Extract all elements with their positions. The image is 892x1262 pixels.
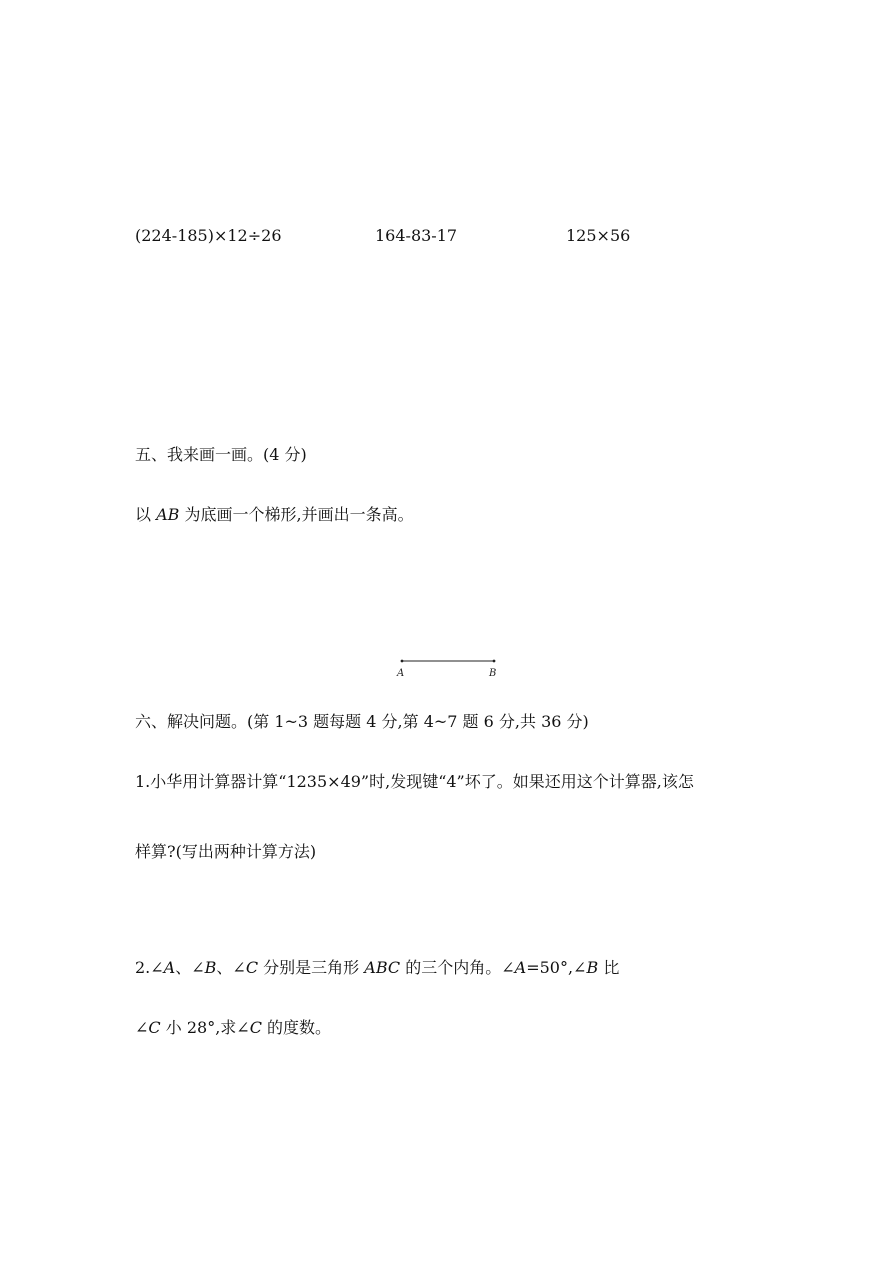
point-b-label: B	[489, 668, 497, 679]
q2-text: 小 28°,求∠	[160, 1018, 250, 1037]
q2-text: ∠	[135, 1018, 149, 1037]
expression-1: (224-185)×12÷26	[135, 226, 282, 245]
question-1-line-1: 1.小华用计算器计算“1235×49”时,发现键“4”坏了。如果还用这个计算器,该怎	[135, 772, 694, 791]
task-var-ab: AB	[156, 505, 180, 524]
q2-var: B	[586, 958, 599, 977]
q2-text: 、∠	[175, 958, 205, 977]
expression-3: 125×56	[566, 226, 631, 245]
q2-var: A	[163, 958, 176, 977]
point-a-label: A	[397, 668, 405, 679]
task-prefix: 以	[135, 505, 157, 524]
section-5-title: 五、我来画一画。(4 分)	[135, 445, 307, 464]
point-b-dot	[493, 660, 496, 663]
q2-text: 2.∠	[135, 958, 164, 977]
task-suffix: 为底画一个梯形,并画出一条高。	[179, 505, 414, 524]
section-5-task	[135, 505, 414, 525]
question-1-line-2: 样算?(写出两种计算方法)	[135, 842, 317, 861]
q2-text: 分别是三角形	[258, 958, 365, 977]
q2-text: 的三个内角。∠	[400, 958, 515, 977]
point-a-dot	[401, 660, 404, 663]
question-2-line-1	[135, 958, 619, 978]
q2-var: B	[204, 958, 217, 977]
question-2-line-2	[135, 1018, 331, 1038]
q2-text: 的度数。	[261, 1018, 332, 1037]
q2-var: A	[514, 958, 527, 977]
q2-var: C	[148, 1018, 161, 1037]
q2-var: C	[245, 958, 259, 977]
q2-text: 比	[598, 958, 620, 977]
expression-2: 164-83-17	[375, 226, 458, 245]
q2-text: 、∠	[216, 958, 246, 977]
q2-var: C	[249, 1018, 262, 1037]
q2-var: ABC	[364, 958, 401, 977]
segment-ab	[390, 650, 510, 684]
section-6-title: 六、解决问题。(第 1~3 题每题 4 分,第 4~7 题 6 分,共 36 分)	[135, 712, 589, 731]
q2-text: =50°,∠	[526, 958, 587, 977]
